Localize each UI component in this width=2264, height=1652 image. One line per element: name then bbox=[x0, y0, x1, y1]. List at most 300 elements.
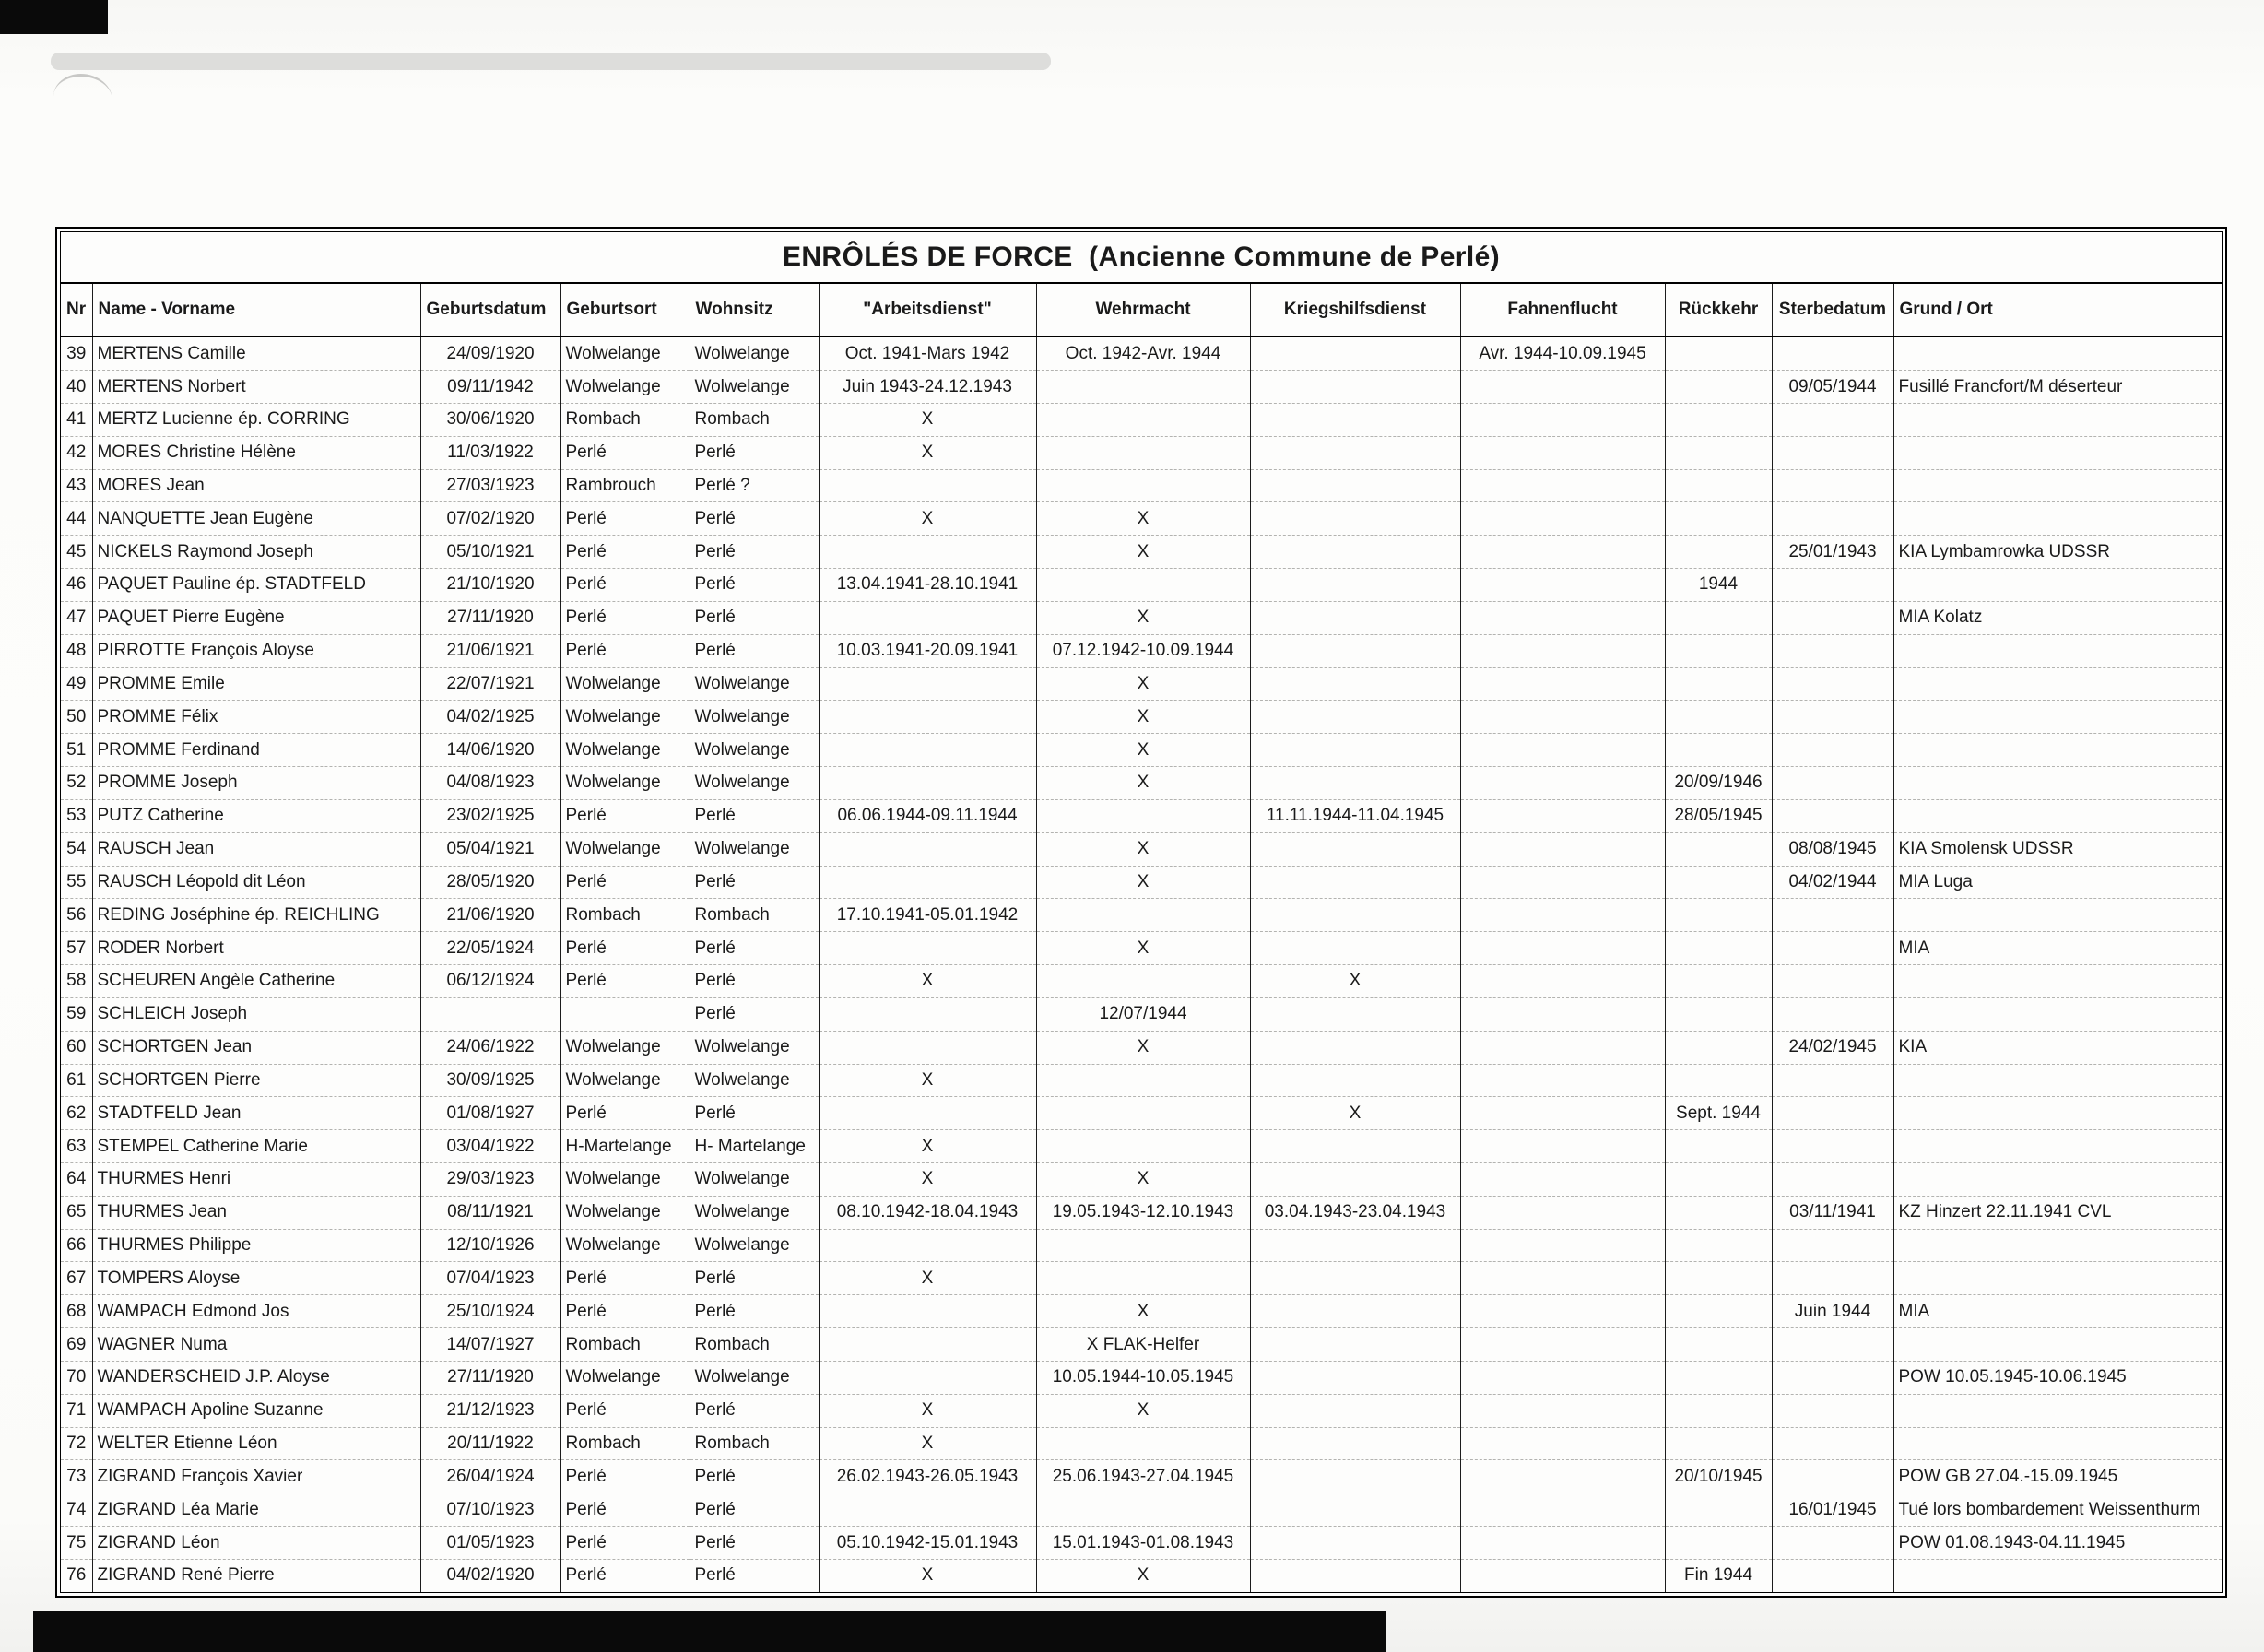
table-cell: 60 bbox=[61, 1031, 92, 1064]
table-cell: 09/05/1944 bbox=[1772, 371, 1893, 404]
table-row bbox=[61, 436, 2222, 469]
table-cell bbox=[1665, 502, 1772, 536]
table-cell bbox=[1665, 436, 1772, 469]
table-cell bbox=[1460, 1361, 1665, 1394]
table-cell: Wolwelange bbox=[690, 371, 819, 404]
table-row bbox=[61, 403, 2222, 436]
table-cell bbox=[1250, 1328, 1460, 1362]
table-cell bbox=[1665, 667, 1772, 701]
table-cell: X bbox=[1036, 1162, 1250, 1196]
table-cell: 19.05.1943-12.10.1943 bbox=[1036, 1196, 1250, 1229]
table-cell bbox=[1772, 634, 1893, 667]
table-cell: Rombach bbox=[560, 1328, 690, 1362]
table-cell bbox=[1250, 569, 1460, 602]
table-cell: PIRROTTE François Aloyse bbox=[92, 634, 420, 667]
table-cell: PROMME Ferdinand bbox=[92, 734, 420, 767]
table-cell: X bbox=[1036, 767, 1250, 800]
table-cell bbox=[1893, 569, 2222, 602]
table-cell bbox=[819, 832, 1036, 866]
table-cell bbox=[1665, 1229, 1772, 1262]
table-row bbox=[61, 569, 2222, 602]
table-cell: 14/07/1927 bbox=[420, 1328, 560, 1362]
table-cell bbox=[1250, 1361, 1460, 1394]
column-header: Geburtsdatum bbox=[420, 284, 560, 336]
table-cell: 64 bbox=[61, 1162, 92, 1196]
table-cell: Perlé bbox=[560, 1460, 690, 1493]
table-cell: TOMPERS Aloyse bbox=[92, 1262, 420, 1295]
table-cell bbox=[1250, 1295, 1460, 1328]
table-cell: 21/10/1920 bbox=[420, 569, 560, 602]
table-cell bbox=[1036, 403, 1250, 436]
table-cell bbox=[1460, 569, 1665, 602]
table-row bbox=[61, 866, 2222, 899]
table-cell: 06/12/1924 bbox=[420, 965, 560, 998]
table-cell bbox=[1772, 734, 1893, 767]
records-table bbox=[61, 284, 2222, 1592]
table-cell: 08/11/1921 bbox=[420, 1196, 560, 1229]
table-cell: Wolwelange bbox=[560, 832, 690, 866]
table-cell: 65 bbox=[61, 1196, 92, 1229]
table-cell: Perlé bbox=[560, 1097, 690, 1130]
table-row bbox=[61, 1031, 2222, 1064]
table-cell: Perlé bbox=[690, 965, 819, 998]
table-cell: 29/03/1923 bbox=[420, 1162, 560, 1196]
table-cell: 26.02.1943-26.05.1943 bbox=[819, 1460, 1036, 1493]
table-cell bbox=[1460, 701, 1665, 734]
table-cell: Wolwelange bbox=[690, 1031, 819, 1064]
column-header: Geburtsort bbox=[560, 284, 690, 336]
column-header: Name - Vorname bbox=[92, 284, 420, 336]
table-row bbox=[61, 1196, 2222, 1229]
table-cell: Perlé bbox=[690, 436, 819, 469]
table-cell: 11/03/1922 bbox=[420, 436, 560, 469]
table-cell: Wolwelange bbox=[560, 1229, 690, 1262]
table-cell: X bbox=[819, 1262, 1036, 1295]
table-cell: Perlé bbox=[690, 1262, 819, 1295]
table-cell: 30/09/1925 bbox=[420, 1064, 560, 1097]
table-cell: ZIGRAND Léon bbox=[92, 1527, 420, 1560]
table-cell bbox=[1893, 899, 2222, 932]
table-row bbox=[61, 965, 2222, 998]
table-cell bbox=[1893, 734, 2222, 767]
table-cell bbox=[819, 1328, 1036, 1362]
table-cell bbox=[1772, 403, 1893, 436]
table-cell: 1944 bbox=[1665, 569, 1772, 602]
table-cell: KIA Lymbamrowka UDSSR bbox=[1893, 536, 2222, 569]
table-cell bbox=[1036, 569, 1250, 602]
table-row bbox=[61, 1064, 2222, 1097]
table-cell: 26/04/1924 bbox=[420, 1460, 560, 1493]
table-cell: X bbox=[1036, 536, 1250, 569]
column-header: Rückkehr bbox=[1665, 284, 1772, 336]
table-cell: Wolwelange bbox=[690, 701, 819, 734]
table-row bbox=[61, 1460, 2222, 1493]
table-cell bbox=[1665, 403, 1772, 436]
table-cell: POW 01.08.1943-04.11.1945 bbox=[1893, 1527, 2222, 1560]
table-cell bbox=[1772, 1361, 1893, 1394]
table-cell: 25.06.1943-27.04.1945 bbox=[1036, 1460, 1250, 1493]
table-cell bbox=[1460, 1064, 1665, 1097]
table-cell bbox=[1893, 502, 2222, 536]
table-cell bbox=[1893, 436, 2222, 469]
table-cell bbox=[1772, 667, 1893, 701]
table-cell bbox=[1460, 1130, 1665, 1163]
table-cell bbox=[1665, 1262, 1772, 1295]
table-cell bbox=[1250, 899, 1460, 932]
table-cell: Perlé bbox=[560, 965, 690, 998]
table-cell: NICKELS Raymond Joseph bbox=[92, 536, 420, 569]
table-cell bbox=[1893, 701, 2222, 734]
table-cell: 51 bbox=[61, 734, 92, 767]
table-cell bbox=[1665, 1427, 1772, 1460]
table-cell: POW GB 27.04.-15.09.1945 bbox=[1893, 1460, 2222, 1493]
table-cell bbox=[1460, 1427, 1665, 1460]
table-row bbox=[61, 1262, 2222, 1295]
table-cell bbox=[1665, 734, 1772, 767]
table-cell: 53 bbox=[61, 799, 92, 832]
table-cell bbox=[1893, 469, 2222, 502]
table-cell: Wolwelange bbox=[560, 1064, 690, 1097]
table-cell: Perlé bbox=[690, 866, 819, 899]
table-cell bbox=[1250, 1031, 1460, 1064]
table-cell: 62 bbox=[61, 1097, 92, 1130]
table-cell bbox=[1772, 965, 1893, 998]
table-cell: 30/06/1920 bbox=[420, 403, 560, 436]
table-cell bbox=[1460, 1031, 1665, 1064]
table-cell bbox=[1036, 371, 1250, 404]
table-cell: 04/02/1920 bbox=[420, 1559, 560, 1592]
table-cell: 11.11.1944-11.04.1945 bbox=[1250, 799, 1460, 832]
page-title: ENRÔLÉS DE FORCE (Ancienne Commune de Perlé) bbox=[61, 232, 2222, 284]
table-cell bbox=[1460, 734, 1665, 767]
table-row bbox=[61, 502, 2222, 536]
table-cell: 08.10.1942-18.04.1943 bbox=[819, 1196, 1036, 1229]
table-cell: 27/03/1923 bbox=[420, 469, 560, 502]
table-cell: 69 bbox=[61, 1328, 92, 1362]
table-cell: Wolwelange bbox=[560, 767, 690, 800]
table-cell: 71 bbox=[61, 1394, 92, 1427]
table-header-row bbox=[61, 284, 2222, 336]
table-cell: 21/12/1923 bbox=[420, 1394, 560, 1427]
table-cell: PAQUET Pauline ép. STADTFELD bbox=[92, 569, 420, 602]
table-cell: Perlé bbox=[690, 569, 819, 602]
table-cell bbox=[1665, 1064, 1772, 1097]
table-cell bbox=[1772, 1162, 1893, 1196]
table-cell: Perlé bbox=[690, 1394, 819, 1427]
table-cell: Perlé bbox=[560, 634, 690, 667]
table-cell: 41 bbox=[61, 403, 92, 436]
table-cell: Perlé bbox=[690, 601, 819, 634]
table-cell bbox=[819, 667, 1036, 701]
table-cell: Rombach bbox=[690, 899, 819, 932]
table-cell bbox=[1460, 965, 1665, 998]
table-cell: RAUSCH Jean bbox=[92, 832, 420, 866]
table-cell: 46 bbox=[61, 569, 92, 602]
table-cell bbox=[1665, 997, 1772, 1031]
table-cell: THURMES Philippe bbox=[92, 1229, 420, 1262]
table-cell bbox=[1665, 899, 1772, 932]
table-cell: 03.04.1943-23.04.1943 bbox=[1250, 1196, 1460, 1229]
table-cell bbox=[1460, 1097, 1665, 1130]
table-row bbox=[61, 832, 2222, 866]
table-cell: Perlé bbox=[690, 997, 819, 1031]
table-cell: 63 bbox=[61, 1130, 92, 1163]
table-cell bbox=[1460, 436, 1665, 469]
table-cell bbox=[1665, 371, 1772, 404]
table-cell bbox=[819, 1361, 1036, 1394]
table-cell: 42 bbox=[61, 436, 92, 469]
table-cell bbox=[1772, 1527, 1893, 1560]
table-cell: Wolwelange bbox=[690, 832, 819, 866]
table-row bbox=[61, 1229, 2222, 1262]
table-cell bbox=[1036, 436, 1250, 469]
table-cell: MORES Christine Hélène bbox=[92, 436, 420, 469]
table-cell: X bbox=[819, 1394, 1036, 1427]
table-cell bbox=[1893, 1229, 2222, 1262]
table-row bbox=[61, 701, 2222, 734]
table-cell: Rambrouch bbox=[560, 469, 690, 502]
table-row bbox=[61, 1130, 2222, 1163]
table-cell bbox=[1036, 1427, 1250, 1460]
table-row bbox=[61, 997, 2222, 1031]
table-cell: Perlé bbox=[560, 536, 690, 569]
table-cell: Sept. 1944 bbox=[1665, 1097, 1772, 1130]
table-cell: 25/01/1943 bbox=[1772, 536, 1893, 569]
table-cell: 17.10.1941-05.01.1942 bbox=[819, 899, 1036, 932]
table-cell bbox=[1250, 1493, 1460, 1527]
table-cell: 43 bbox=[61, 469, 92, 502]
table-cell bbox=[1460, 799, 1665, 832]
table-cell: 03/04/1922 bbox=[420, 1130, 560, 1163]
table-cell: MERTENS Camille bbox=[92, 336, 420, 371]
table-cell: Fusillé Francfort/M déserteur bbox=[1893, 371, 2222, 404]
table-cell: WAMPACH Edmond Jos bbox=[92, 1295, 420, 1328]
table-cell bbox=[1665, 536, 1772, 569]
table-cell bbox=[819, 1097, 1036, 1130]
table-cell bbox=[1772, 899, 1893, 932]
table-cell: X bbox=[819, 502, 1036, 536]
table-cell: Perlé bbox=[560, 799, 690, 832]
table-cell: Perlé bbox=[690, 1460, 819, 1493]
table-cell bbox=[1460, 667, 1665, 701]
table-cell: MERTZ Lucienne ép. CORRING bbox=[92, 403, 420, 436]
table-cell bbox=[1665, 1328, 1772, 1362]
table-cell: 22/07/1921 bbox=[420, 667, 560, 701]
table-cell: 20/11/1922 bbox=[420, 1427, 560, 1460]
table-row bbox=[61, 932, 2222, 965]
table-cell bbox=[1665, 601, 1772, 634]
table-cell: WAGNER Numa bbox=[92, 1328, 420, 1362]
table-row bbox=[61, 601, 2222, 634]
table-cell: 01/05/1923 bbox=[420, 1527, 560, 1560]
table-row bbox=[61, 1394, 2222, 1427]
table-cell: REDING Joséphine ép. REICHLING bbox=[92, 899, 420, 932]
table-row bbox=[61, 767, 2222, 800]
table-cell bbox=[1250, 734, 1460, 767]
table-cell bbox=[1250, 336, 1460, 371]
table-cell: 04/08/1923 bbox=[420, 767, 560, 800]
table-cell bbox=[1460, 1229, 1665, 1262]
table-cell bbox=[1036, 1130, 1250, 1163]
table-cell: Wolwelange bbox=[690, 767, 819, 800]
table-cell bbox=[1460, 536, 1665, 569]
table-cell: Perlé bbox=[560, 601, 690, 634]
table-cell bbox=[1036, 1493, 1250, 1527]
table-cell bbox=[1460, 1328, 1665, 1362]
table-cell: MIA bbox=[1893, 1295, 2222, 1328]
table-cell: 75 bbox=[61, 1527, 92, 1560]
table-cell bbox=[560, 997, 690, 1031]
table-cell: Rombach bbox=[690, 1427, 819, 1460]
table-cell: 21/06/1921 bbox=[420, 634, 560, 667]
table-cell: SCHEUREN Angèle Catherine bbox=[92, 965, 420, 998]
table-row bbox=[61, 634, 2222, 667]
table-cell: WANDERSCHEID J.P. Aloyse bbox=[92, 1361, 420, 1394]
table-cell bbox=[1460, 997, 1665, 1031]
table-row bbox=[61, 734, 2222, 767]
table-cell bbox=[1036, 1097, 1250, 1130]
table-cell: Perlé bbox=[690, 1527, 819, 1560]
table-cell: 76 bbox=[61, 1559, 92, 1592]
table-cell: Wolwelange bbox=[560, 734, 690, 767]
table-cell: Wolwelange bbox=[560, 1162, 690, 1196]
table-cell: RAUSCH Léopold dit Léon bbox=[92, 866, 420, 899]
table-cell: Wolwelange bbox=[560, 701, 690, 734]
table-cell bbox=[1460, 899, 1665, 932]
table-cell: 72 bbox=[61, 1427, 92, 1460]
table-cell: Wolwelange bbox=[560, 1031, 690, 1064]
table-cell: STADTFELD Jean bbox=[92, 1097, 420, 1130]
table-cell bbox=[819, 469, 1036, 502]
table-row bbox=[61, 1559, 2222, 1592]
table-cell bbox=[1772, 997, 1893, 1031]
table-row bbox=[61, 336, 2222, 371]
table-cell bbox=[1460, 1196, 1665, 1229]
table-cell: Rombach bbox=[560, 1427, 690, 1460]
table-cell bbox=[1665, 701, 1772, 734]
table-cell bbox=[1460, 1162, 1665, 1196]
table-cell: Perlé bbox=[690, 799, 819, 832]
table-cell: X bbox=[819, 1162, 1036, 1196]
table-cell bbox=[1460, 634, 1665, 667]
table-cell: 45 bbox=[61, 536, 92, 569]
table-cell bbox=[1665, 832, 1772, 866]
table-cell: Perlé bbox=[560, 1559, 690, 1592]
table-cell: 28/05/1920 bbox=[420, 866, 560, 899]
table-cell: Perlé bbox=[690, 1559, 819, 1592]
table-cell bbox=[1772, 601, 1893, 634]
table-cell: 07/04/1923 bbox=[420, 1262, 560, 1295]
table-cell bbox=[1665, 336, 1772, 371]
column-header: Fahnenflucht bbox=[1460, 284, 1665, 336]
table-cell bbox=[1772, 932, 1893, 965]
table-cell bbox=[1250, 1527, 1460, 1560]
table-cell bbox=[1772, 1262, 1893, 1295]
table-cell bbox=[1460, 1460, 1665, 1493]
table-cell: STEMPEL Catherine Marie bbox=[92, 1130, 420, 1163]
table-cell: 68 bbox=[61, 1295, 92, 1328]
table-cell: SCHLEICH Joseph bbox=[92, 997, 420, 1031]
table-cell: MIA Kolatz bbox=[1893, 601, 2222, 634]
table-cell bbox=[1250, 436, 1460, 469]
records-table-frame bbox=[55, 227, 2227, 1598]
table-cell: Tué lors bombardement Weissenthurm bbox=[1893, 1493, 2222, 1527]
table-cell: RODER Norbert bbox=[92, 932, 420, 965]
table-cell bbox=[1460, 502, 1665, 536]
table-cell: PROMME Emile bbox=[92, 667, 420, 701]
table-cell: Perlé bbox=[690, 932, 819, 965]
table-cell bbox=[1250, 469, 1460, 502]
table-cell: Rombach bbox=[690, 403, 819, 436]
table-cell: Wolwelange bbox=[690, 1196, 819, 1229]
table-cell bbox=[1893, 1097, 2222, 1130]
table-row bbox=[61, 371, 2222, 404]
table-cell: 05.10.1942-15.01.1943 bbox=[819, 1527, 1036, 1560]
table-cell: 73 bbox=[61, 1460, 92, 1493]
table-cell bbox=[1250, 832, 1460, 866]
table-cell bbox=[1250, 701, 1460, 734]
table-row bbox=[61, 1097, 2222, 1130]
table-cell bbox=[1893, 667, 2222, 701]
table-cell: 70 bbox=[61, 1361, 92, 1394]
table-cell bbox=[1460, 469, 1665, 502]
table-cell: 61 bbox=[61, 1064, 92, 1097]
table-cell: MIA bbox=[1893, 932, 2222, 965]
table-cell bbox=[1460, 832, 1665, 866]
table-cell: 15.01.1943-01.08.1943 bbox=[1036, 1527, 1250, 1560]
table-cell: 10.05.1944-10.05.1945 bbox=[1036, 1361, 1250, 1394]
table-cell bbox=[1250, 371, 1460, 404]
table-cell: Perlé bbox=[560, 1493, 690, 1527]
table-cell: 67 bbox=[61, 1262, 92, 1295]
table-row bbox=[61, 536, 2222, 569]
table-row bbox=[61, 469, 2222, 502]
table-cell bbox=[1250, 997, 1460, 1031]
table-cell bbox=[1772, 469, 1893, 502]
table-cell: X bbox=[1250, 965, 1460, 998]
table-cell: Avr. 1944-10.09.1945 bbox=[1460, 336, 1665, 371]
table-cell: X bbox=[819, 436, 1036, 469]
table-cell: X bbox=[819, 403, 1036, 436]
table-cell bbox=[1460, 866, 1665, 899]
table-cell bbox=[1893, 965, 2222, 998]
table-cell: X FLAK-Helfer bbox=[1036, 1328, 1250, 1362]
table-row bbox=[61, 899, 2222, 932]
table-cell: ZIGRAND François Xavier bbox=[92, 1460, 420, 1493]
table-cell: 21/06/1920 bbox=[420, 899, 560, 932]
table-cell bbox=[1772, 1559, 1893, 1592]
table-cell: 44 bbox=[61, 502, 92, 536]
table-body bbox=[61, 336, 2222, 1592]
table-cell bbox=[1665, 965, 1772, 998]
table-cell bbox=[1893, 997, 2222, 1031]
table-cell: X bbox=[1036, 502, 1250, 536]
table-cell: Wolwelange bbox=[690, 1361, 819, 1394]
table-cell bbox=[1665, 1130, 1772, 1163]
table-cell bbox=[1893, 1130, 2222, 1163]
table-cell bbox=[1250, 502, 1460, 536]
table-cell: X bbox=[819, 1130, 1036, 1163]
table-cell: NANQUETTE Jean Eugène bbox=[92, 502, 420, 536]
table-cell: X bbox=[1036, 866, 1250, 899]
table-cell: Perlé bbox=[690, 1493, 819, 1527]
table-cell bbox=[819, 601, 1036, 634]
table-cell: Perlé bbox=[690, 502, 819, 536]
table-cell bbox=[1893, 799, 2222, 832]
table-cell: Wolwelange bbox=[690, 667, 819, 701]
table-cell bbox=[1250, 601, 1460, 634]
table-cell bbox=[819, 1229, 1036, 1262]
